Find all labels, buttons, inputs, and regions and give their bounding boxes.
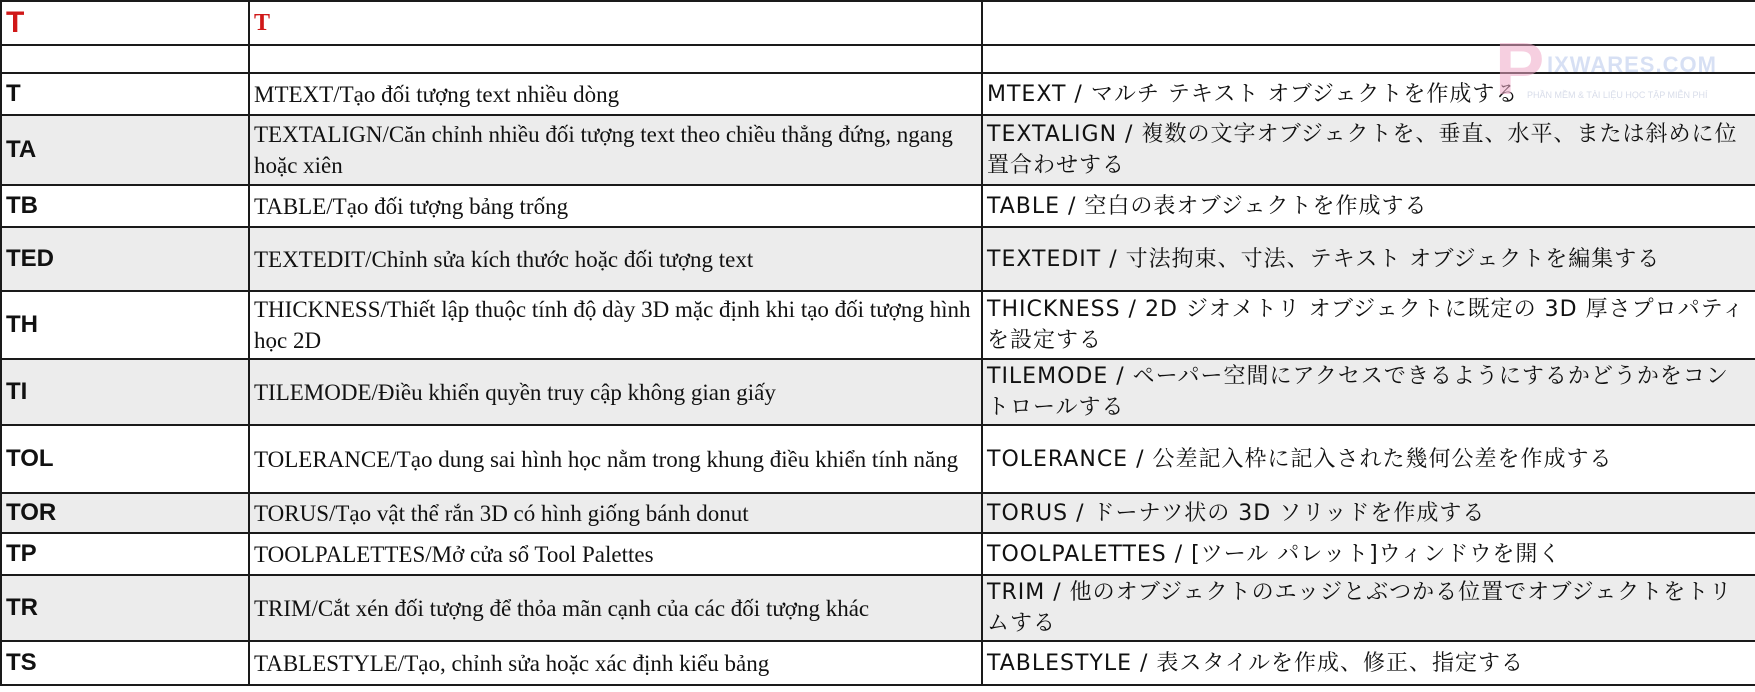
command-desc-vi: TORUS/Tạo vật thể rắn 3D có hình giống bánh donut: [249, 493, 982, 533]
watermark-text: IXWARES.COM: [1547, 52, 1717, 77]
table-row: [1, 115, 1755, 185]
command-code: TB: [1, 185, 249, 227]
spacer-cell: [982, 45, 1755, 73]
table-row: [1, 575, 1755, 641]
command-desc-vi: TRIM/Cắt xén đối tượng để thỏa mãn cạnh của các đối tượng khác: [249, 575, 982, 641]
command-desc-ja: TORUS / ドーナツ状の 3D ソリッドを作成する: [982, 493, 1755, 533]
command-code: TOL: [1, 425, 249, 493]
command-code: TI: [1, 359, 249, 425]
header-row: [1, 1, 1755, 45]
table-row: [1, 533, 1755, 575]
command-desc-vi: MTEXT/Tạo đối tượng text nhiều dòng: [249, 73, 982, 115]
table-row: [1, 291, 1755, 359]
header-vi-letter: T: [254, 9, 271, 36]
command-desc-vi: TEXTALIGN/Căn chỉnh nhiều đối tượng text theo chiều thẳng đứng, ngang hoặc xiên: [249, 115, 982, 185]
command-desc-vi: TOLERANCE/Tạo dung sai hình học nằm trong khung điều khiển tính năng: [249, 425, 982, 493]
command-desc-vi: TABLE/Tạo đối tượng bảng trống: [249, 185, 982, 227]
command-desc-ja: THICKNESS / 2D ジオメトリ オブジェクトに既定の 3D 厚さプロパティを設定する: [982, 291, 1755, 359]
spacer-cell: [249, 45, 982, 73]
command-code: TH: [1, 291, 249, 359]
table-row: [1, 227, 1755, 291]
watermark-logo-icon: P: [1495, 27, 1545, 110]
spacer-row: [1, 45, 1755, 73]
table-row: [1, 493, 1755, 533]
command-code: TR: [1, 575, 249, 641]
command-desc-ja: TABLE / 空白の表オブジェクトを作成する: [982, 185, 1755, 227]
command-code: TS: [1, 641, 249, 685]
command-code: T: [1, 73, 249, 115]
command-desc-ja: TILEMODE / ペーパー空間にアクセスできるようにするかどうかをコントロールする: [982, 359, 1755, 425]
command-desc-vi: TOOLPALETTES/Mở cửa sổ Tool Palettes: [249, 533, 982, 575]
watermark-subtext: PHẦN MỀM & TÀI LIỆU HỌC TẬP MIỄN PHÍ: [1527, 90, 1708, 100]
command-desc-ja: TEXTEDIT / 寸法拘束、寸法、テキスト オブジェクトを編集する: [982, 227, 1755, 291]
header-cell-ja: [982, 1, 1755, 45]
command-desc-vi: TEXTEDIT/Chỉnh sửa kích thước hoặc đối tượng text: [249, 227, 982, 291]
command-desc-ja: TOLERANCE / 公差記入枠に記入された幾何公差を作成する: [982, 425, 1755, 493]
command-desc-ja: TEXTALIGN / 複数の文字オブジェクトを、垂直、水平、または斜めに位置合わせする: [982, 115, 1755, 185]
spacer-cell: [1, 45, 249, 73]
command-desc-ja: TRIM / 他のオブジェクトのエッジとぶつかる位置でオブジェクトをトリムする: [982, 575, 1755, 641]
table-row: [1, 73, 1755, 115]
command-desc-ja: TABLESTYLE / 表スタイルを作成、修正、指定する: [982, 641, 1755, 685]
command-code: TED: [1, 227, 249, 291]
command-desc-vi: TILEMODE/Điều khiển quyền truy cập không gian giấy: [249, 359, 982, 425]
command-desc-ja: TOOLPALETTES / [ツール パレット]ウィンドウを開く: [982, 533, 1755, 575]
command-code: TP: [1, 533, 249, 575]
header-cell-code: [1, 1, 249, 45]
command-code: TA: [1, 115, 249, 185]
command-code: TOR: [1, 493, 249, 533]
table-row: [1, 641, 1755, 685]
command-desc-vi: TABLESTYLE/Tạo, chỉnh sửa hoặc xác định kiểu bảng: [249, 641, 982, 685]
header-cell-vi: [249, 1, 982, 45]
table-row: [1, 425, 1755, 493]
command-desc-vi: THICKNESS/Thiết lập thuộc tính độ dày 3D mặc định khi tạo đối tượng hình học 2D: [249, 291, 982, 359]
table-row: [1, 185, 1755, 227]
header-code-letter: T: [6, 6, 25, 39]
command-desc-ja: MTEXT / マルチ テキスト オブジェクトを作成する: [982, 73, 1755, 115]
table-row: [1, 359, 1755, 425]
